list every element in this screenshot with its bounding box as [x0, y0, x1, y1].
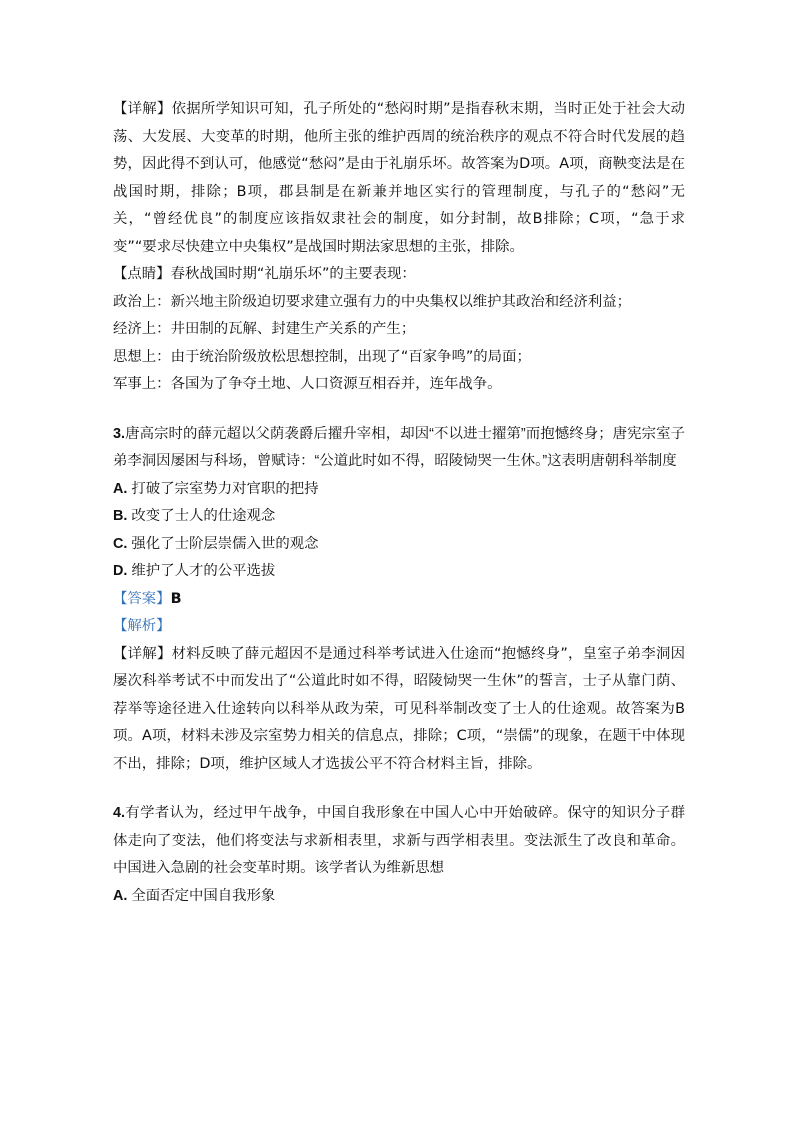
option-text: 强化了士阶层崇儒入世的观念 — [131, 535, 319, 552]
question-number: 4. — [113, 805, 126, 821]
option-a — [113, 476, 685, 504]
spacer — [113, 778, 685, 800]
option-letter: A. — [113, 887, 128, 904]
option-c — [113, 531, 685, 559]
detail-paragraph-q2 — [113, 96, 685, 261]
answer-tag: 【答案】 — [113, 590, 171, 607]
detail-text: 依据所学知识可知，孔子所处的“愁闷时期”是指春秋末期，当时正处于社会大动荡、大发展、大变革的时期，他所主张的维护西周的统治秩序的观点不符合时代发展的趋势，因此得不到认可，他感觉“愁闷”是由于礼崩乐坏。故答案为D项。A项，商鞅变法是在战国时期，排除；B项，郡县制是在新兼并地区实行的管理制度，与孔子的“愁闷”无关，“曾经优良”的制度应该指奴隶社会的制度，如分封制，故B排除；C项，“急于求变”“要求尽快建立中央集权”是战国时期法家思想的主张，排除。 — [113, 101, 685, 255]
option-letter: B. — [113, 508, 128, 524]
point-line-economy: 经济上：井田制的瓦解、封建生产关系的产生； — [113, 321, 416, 337]
point-line-politics: 政治上：新兴地主阶级迫切要求建立强有力的中央集权以维护其政治和经济利益； — [113, 293, 632, 310]
option-letter: D. — [113, 563, 128, 579]
question-3-stem — [113, 421, 685, 476]
point-paragraph — [113, 261, 685, 289]
option-text: 维护了人才的公平选拔 — [131, 563, 276, 579]
document-content — [113, 96, 685, 910]
question-stem-text: 唐高宗时的薛元超以父荫袭爵后擢升宰相，却因“不以进士擢第”而抱憾终身；唐宪宗室子弟李洞因屡困与科场，曾赋诗：“公道此时如不得，昭陵恸哭一生休。”这表明唐朝科举制度 — [113, 425, 685, 469]
analysis-tag: 【解析】 — [113, 618, 171, 634]
option-text: 改变了士人的仕途观念 — [131, 508, 276, 524]
question-4-stem — [113, 800, 685, 883]
option-letter: A. — [113, 480, 128, 497]
option-b — [113, 503, 685, 531]
option-letter: C. — [113, 535, 128, 552]
point-tag: 【点睛】 — [113, 266, 171, 282]
option-text: 全面否定中国自我形象 — [131, 887, 276, 904]
point-line-military: 军事上：各国为了争夺土地、人口资源互相吞并，连年战争。 — [113, 376, 502, 392]
spacer — [113, 399, 685, 421]
detail-text: 材料反映了薛元超因不是通过科举考试进入仕途而“抱憾终身”，皇室子弟李洞因屡次科举考试不中而发出了“公道此时如不得，昭陵恸哭一生休”的誓言，士子从靠门荫、荐举等途径进入仕途转向以科举从政为荣，可见科举制改变了士人的仕途观。故答案为B项。A项，材料未涉及宗室势力相关的信息点，排除；C项，“崇儒”的现象，在题干中体现不出，排除；D项，维护区域人才选拔公平不符合材料主旨，排除。 — [113, 645, 685, 772]
detail-paragraph-q3 — [113, 641, 685, 779]
answer-value: B — [170, 590, 182, 607]
point-line-thought: 思想上：由于统治阶级放松思想控制，出现了“百家争鸣”的局面； — [113, 348, 531, 365]
option-a — [113, 883, 685, 911]
question-number: 3. — [113, 425, 126, 442]
detail-tag: 【详解】 — [113, 645, 172, 662]
analysis-line — [113, 613, 685, 641]
option-d — [113, 558, 685, 586]
point-text: 春秋战国时期“礼崩乐坏”的主要表现： — [170, 266, 416, 282]
option-text: 打破了宗室势力对官职的把持 — [131, 480, 319, 497]
answer-line — [113, 586, 685, 614]
detail-tag: 【详解】 — [113, 101, 172, 117]
question-stem-text: 有学者认为，经过甲午战争，中国自我形象在中国人心中开始破碎。保守的知识分子群体走向了变法，他们将变法与求新相表里，求新与西学相表里。变法派生了改良和革命。中国进入急剧的社会变革时期。该学者认为维新思想 — [113, 805, 685, 876]
